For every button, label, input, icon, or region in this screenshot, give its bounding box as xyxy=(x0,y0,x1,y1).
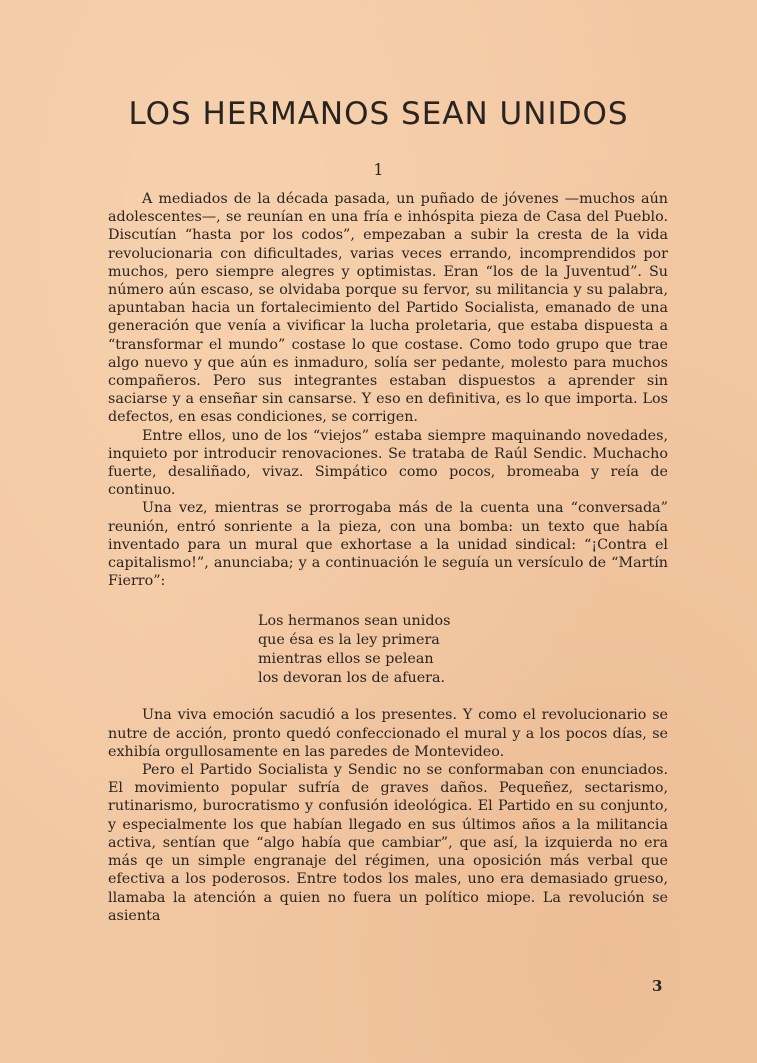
page-number: 3 xyxy=(652,977,663,995)
paragraph: A mediados de la década pasada, un puñado de jóvenes —muchos aún adolescentes—, se reunían en una fría e inhóspita pieza de Casa del Pueblo. Discutían “hasta por los codos”, empezaban a subir la cresta de la vida revolucionaria con dificultades, varias veces errando, incomprendidos por muchos, pero siempre alegres y optimistas. Eran “los de la Juventud”. Su número aún escaso, se olvidaba porque su fervor, su militancia y su palabra, apuntaban hacia un fortalecimiento del Partido Socialista, emanado de una generación que venía a vivificar la lucha proletaria, que estaba dispuesta a “transformar el mundo” costase lo que costase. Como todo grupo que trae algo nuevo y que aún es inmaduro, solía ser pedante, molesto para muchos compañeros. Pero sus integrantes estaban dispuestos a aprender sin saciarse y a enseñar sin cansarse. Y eso en definitiva, es lo que importa. Los defectos, en esas condiciones, se corrigen. xyxy=(108,191,668,426)
verse-quote xyxy=(258,612,668,688)
section-number: 1 xyxy=(373,160,384,179)
body-text xyxy=(108,190,668,925)
paragraph: Entre ellos, uno de los “viejos” estaba siempre maquinando novedades, inquieto por introducir renovaciones. Se trataba de Raúl Sendic. Muchacho fuerte, desaliñado, vivaz. Simpático como pocos, bromeaba y reía de continuo. xyxy=(108,427,668,499)
paragraph: Una viva emoción sacudió a los presentes. Y como el revolucionario se nutre de acción, pronto quedó confeccionado el mural y a los pocos días, se exhibía orgullosamente en las paredes de Montevideo. xyxy=(108,707,668,760)
verse-line: los devoran los de afuera. xyxy=(258,670,446,687)
paragraph: Una vez, mientras se prorrogaba más de la cuenta una “conversada” reunión, entró sonriente a la pieza, con una bomba: un texto que había inventado para un mural que exhortase a la unidad sindical: “¡Contra el capitalismo!”, anunciaba; y a continuación le seguía un versículo de “Martín Fierro”: xyxy=(108,500,668,590)
chapter-title: LOS HERMANOS SEAN UNIDOS xyxy=(128,96,629,132)
verse-line: mientras ellos se pelean xyxy=(258,651,434,668)
verse-line: que ésa es la ley primera xyxy=(258,632,440,649)
verse-line: Los hermanos sean unidos xyxy=(258,613,451,630)
paragraph: Pero el Partido Socialista y Sendic no se conformaban con enunciados. El movimiento popular sufría de graves daños. Pequeñez, sectarismo, rutinarismo, burocratismo y confusión ideológica. El Partido en su conjunto, y especialmente los que habían llegado en sus últimos años a la militancia activa, sentían que “algo había que cambiar”, que así, la izquierda no era más qe un simple engranaje del régimen, una oposición más verbal que efectiva a los poderosos. Entre todos los males, uno era demasiado grueso, llamaba la atención a quien no fuera un político miope. La revolución se asienta xyxy=(108,762,668,924)
